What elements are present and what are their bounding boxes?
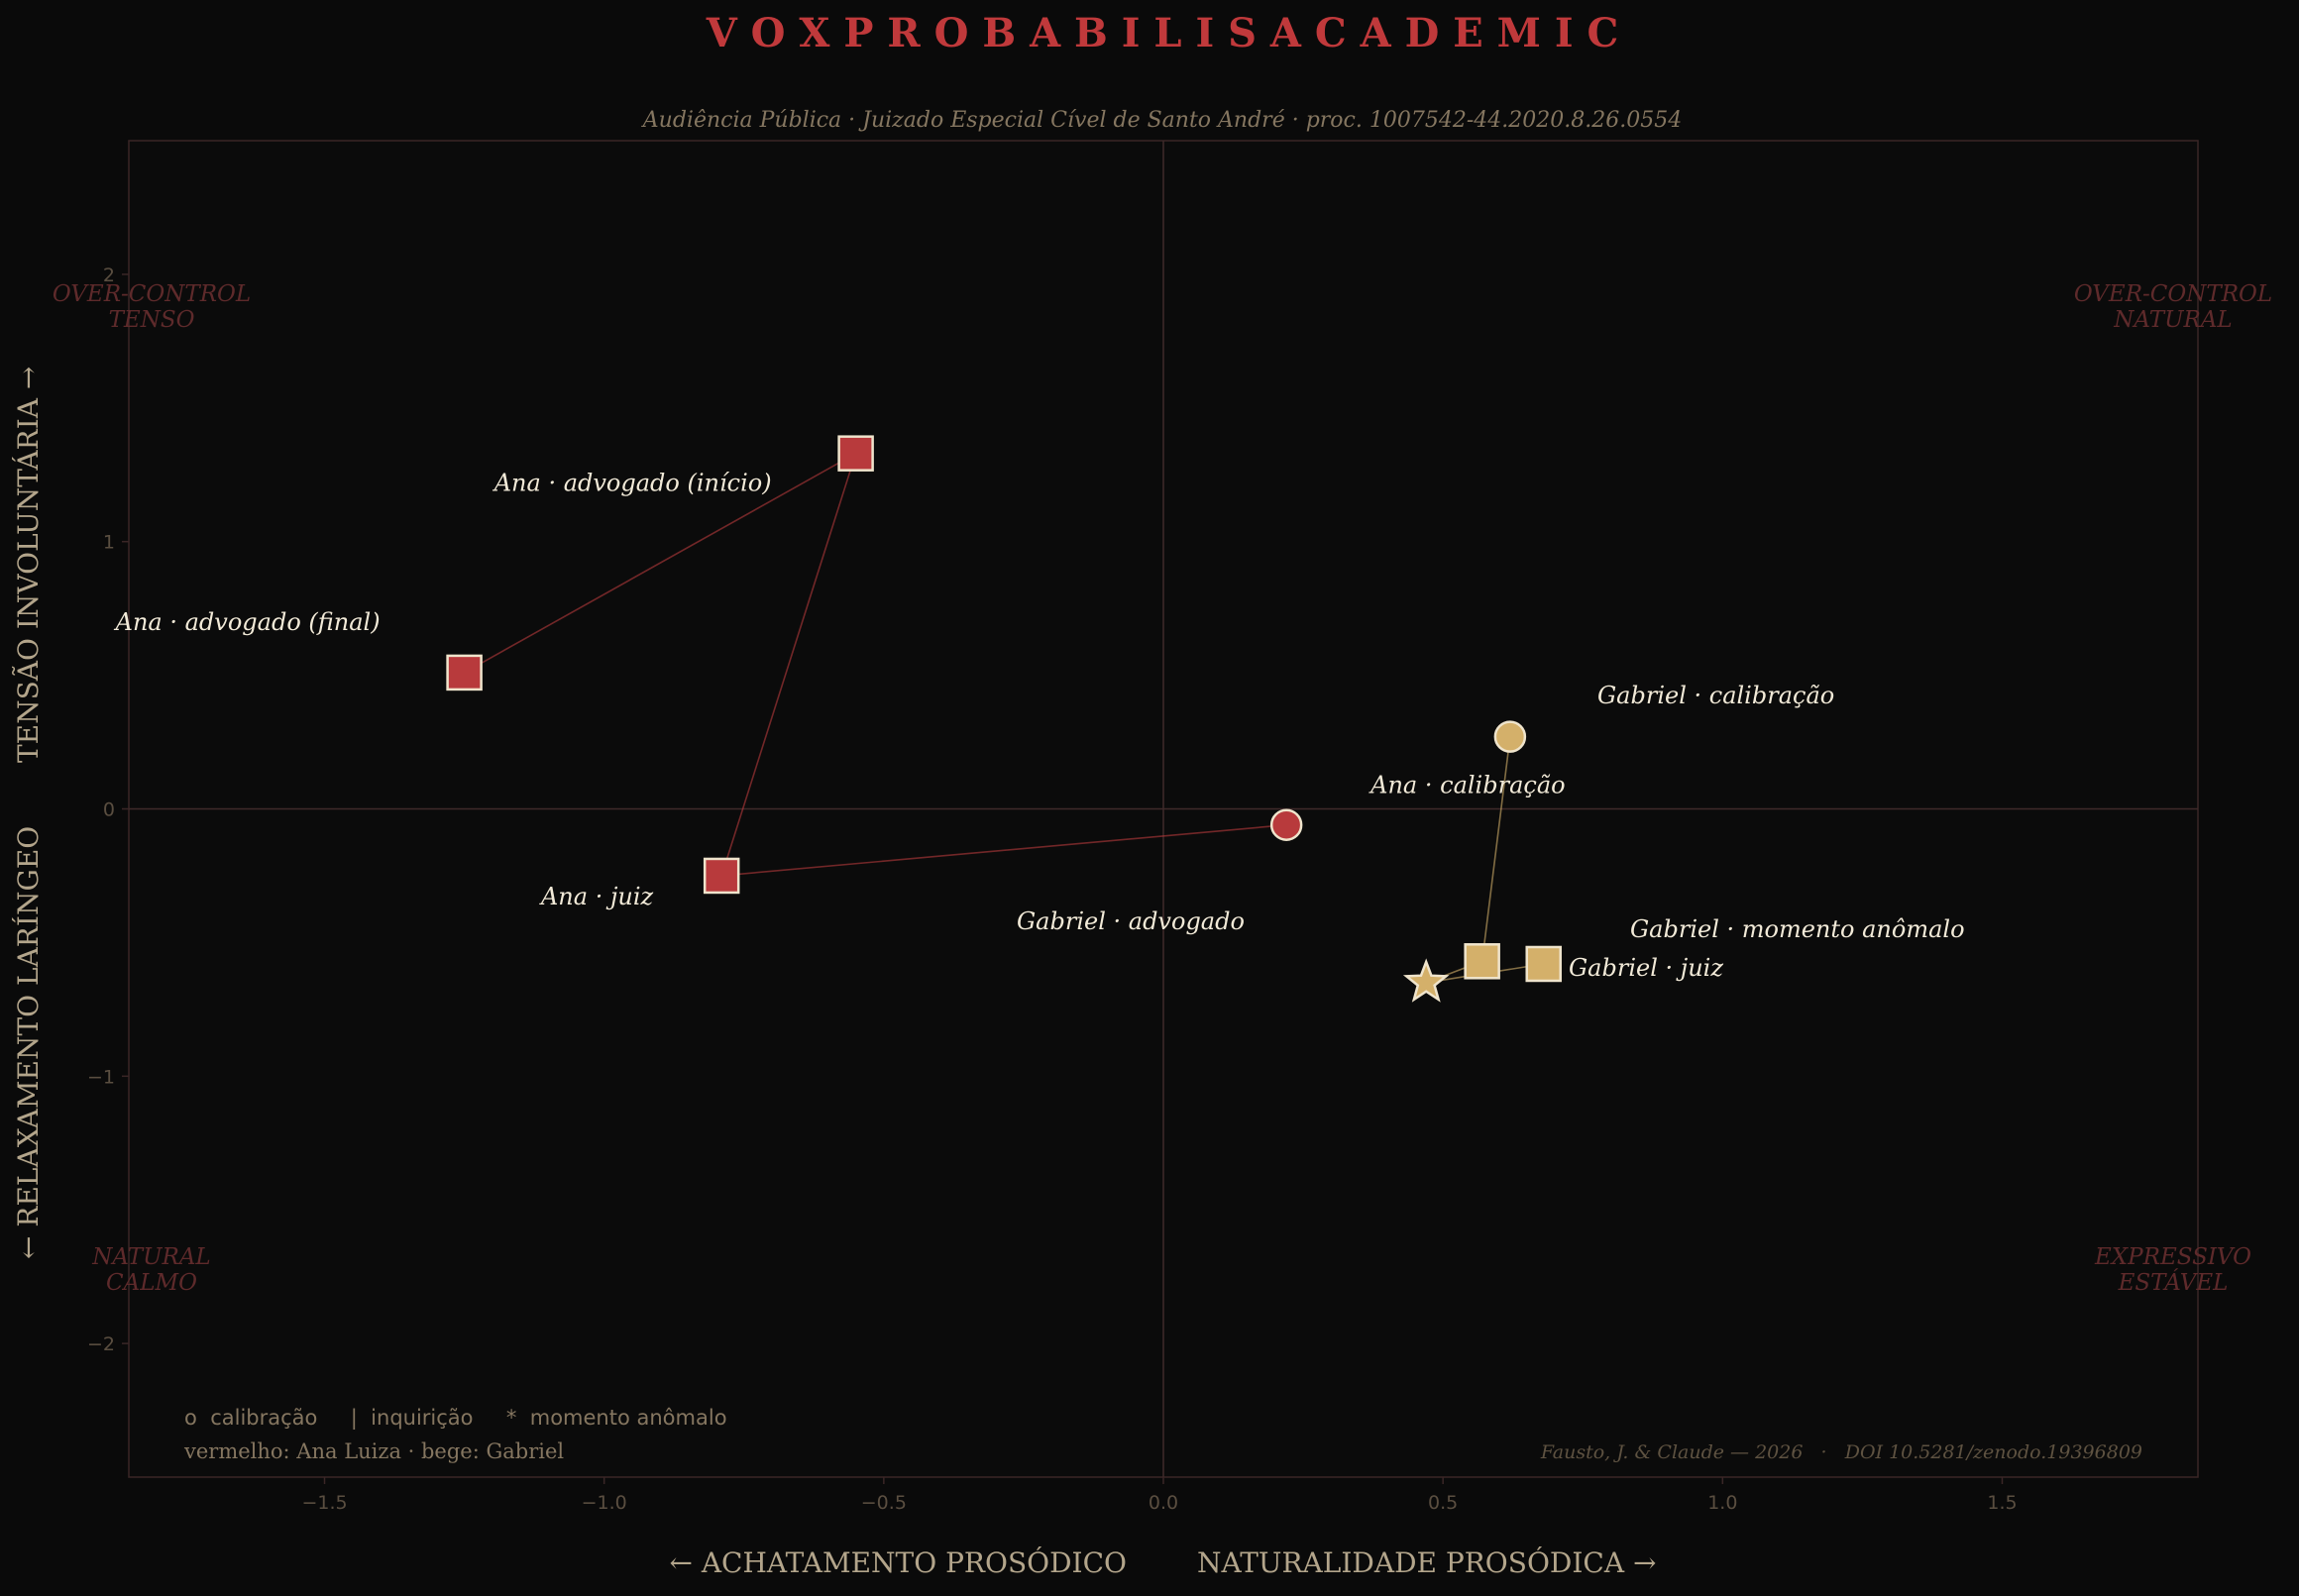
x-tick-label: −1.5 (301, 1492, 348, 1514)
marker-circle (1495, 722, 1525, 752)
y-axis-label-bottom: ← RELAXAMENTO LARÍNGEO (12, 825, 45, 1259)
point-label: Ana · advogado (início) (493, 469, 772, 497)
marker-circle (1271, 810, 1301, 840)
point-label: Gabriel · calibração (1597, 682, 1835, 709)
quadrant-label-bottom-right: EXPRESSIVO (2094, 1244, 2252, 1270)
point-label: Gabriel · momento anômalo (1630, 915, 1965, 943)
y-tick-label: −2 (86, 1333, 115, 1356)
x-axis-label-left: ← ACHATAMENTO PROSÓDICO (669, 1546, 1127, 1579)
quadrant-label-top-left: OVER-CONTROL (52, 281, 252, 307)
x-tick-label: −0.5 (860, 1492, 907, 1514)
chart-subtitle: Audiência Pública · Juizado Especial Cível de Santo André · proc. 1007542-44.2020.8.26.0554 (642, 108, 1683, 133)
marker-square (1466, 944, 1499, 978)
x-tick-label: 1.0 (1707, 1492, 1738, 1514)
y-tick-label: −1 (86, 1066, 115, 1089)
marker-square (705, 859, 738, 893)
x-axis-label-right: NATURALIDADE PROSÓDICA → (1197, 1546, 1657, 1579)
x-tick-label: −1.0 (581, 1492, 627, 1514)
quadrant-label-bottom-left: NATURAL (92, 1244, 211, 1270)
point-label: Ana · advogado (final) (115, 607, 381, 636)
quadrant-label-top-right: NATURAL (2114, 307, 2233, 333)
legend-line-2: vermelho: Ana Luiza · bege: Gabriel (184, 1439, 565, 1463)
credit-text: Fausto, J. & Claude — 2026 · DOI 10.5281/zenodo.19396809 (1540, 1441, 2142, 1463)
marker-square (448, 656, 482, 690)
quadrant-label-bottom-right: ESTÁVEL (2118, 1270, 2229, 1296)
x-tick-label: 1.5 (1987, 1492, 2018, 1514)
quadrant-label-bottom-left: CALMO (106, 1270, 197, 1296)
marker-square (839, 437, 873, 471)
chart-title: V O X P R O B A B I L I S A C A D E M I C (706, 10, 1619, 56)
x-tick-label: 0.0 (1148, 1492, 1179, 1514)
y-axis-label-top: TENSÃO INVOLUNTÁRIA → (12, 366, 45, 763)
point-label: Gabriel · advogado (1017, 907, 1245, 935)
y-tick-label: 2 (102, 264, 115, 286)
x-tick-label: 0.5 (1428, 1492, 1459, 1514)
marker-square (1527, 947, 1561, 981)
legend-line-1: o calibração | inquirição * momento anômalo (184, 1406, 727, 1430)
point-label: Ana · juiz (540, 882, 654, 910)
quadrant-label-top-left: TENSO (108, 307, 195, 333)
point-label: Gabriel · juiz (1569, 954, 1723, 982)
y-tick-label: 0 (102, 798, 115, 821)
y-tick-label: 1 (102, 531, 115, 554)
point-label: Ana · calibração (1370, 771, 1566, 799)
quadrant-label-top-right: OVER-CONTROL (2073, 281, 2273, 307)
